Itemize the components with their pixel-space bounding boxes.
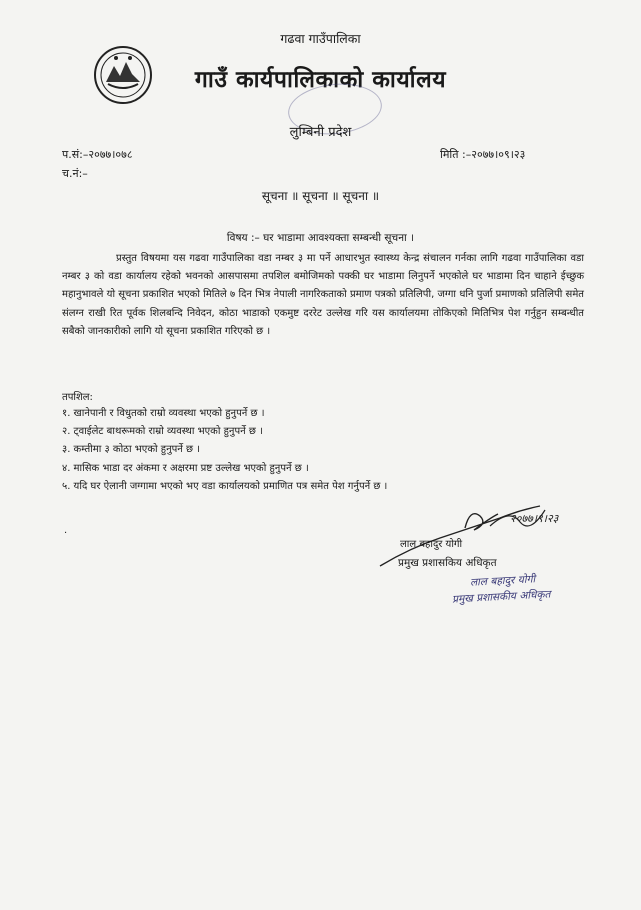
reference-number: प.सं:–२०७७।०७८ bbox=[62, 148, 133, 161]
stamp-name: लाल बहादुर योगी bbox=[469, 573, 536, 589]
dispatch-number: च.नं:– bbox=[62, 167, 88, 180]
details-heading: तपशिल: bbox=[62, 392, 93, 403]
notice-body: प्रस्तुत विषयमा यस गढवा गाउँपालिका वडा नम्बर ३ मा पर्ने आधारभुत स्वास्थ्य केन्द्र संचालन गर्नका लागि गढवा गाउँपालिका वडा नम्बर ३ को वडा कार्यालय रहेको भवनको आसपासमा तपशिल बमोजिमको पक्की घर भाडामा लिनुपर्ने भएकोले घर भाडामा दिन चाहाने ईच्छुक महानुभावले यो सूचना प्रकाशित भएको मितिले ७ दिन भित्र नेपाली नागरिकताको प्रमाण पत्रको प्रतिलिपी, जग्गा धनि पुर्जा प्रमाणको प्रतिलिपी समेत संलग्न राखी रित पूर्वक शिलबन्दि निवेदन, कोठा भाडाको एकमुष्ट दररेट उल्लेख गरि यस कार्यालयमा तोकिएको मितिभित्र पेश गर्नुहुन सम्बन्धीत सबैको जानकारीको लागि यो सूचना प्रकाशित गरिएको छ । bbox=[62, 253, 584, 337]
details-list bbox=[62, 405, 387, 496]
margin-dot: . bbox=[64, 525, 68, 536]
signature-date: २०७७।९।२३ bbox=[510, 512, 559, 525]
office-name: गाउँ कार्यपालिकाको कार्यालय bbox=[194, 67, 447, 93]
notice-subject: विषय :– घर भाडामा आवश्यक्ता सम्बन्धी सूचना । bbox=[226, 232, 415, 244]
list-item: ५. यदि घर ऐलानी जग्गामा भएको भए वडा कार्यालयको प्रमाणित पत्र समेत पेश गर्नुपर्ने छ । bbox=[62, 480, 388, 492]
notice-date: मिति :–२०७७।०९।२३ bbox=[440, 148, 526, 161]
municipality-name: गढवा गाउँपालिका bbox=[280, 31, 361, 46]
list-item: १. खानेपानी र विधुतको राम्रो व्यवस्था भएको हुनुपर्ने छ । bbox=[62, 408, 265, 419]
stamp-title: प्रमुख प्रशासकीय अधिकृत bbox=[451, 588, 551, 606]
list-item: ४. मासिक भाडा दर अंकमा र अक्षरमा प्रष्ट उल्लेख भएको हुनुपर्ने छ । bbox=[62, 462, 309, 474]
signatory-title: प्रमुख प्रशासकिय अधिकृत bbox=[398, 557, 497, 569]
list-item: २. ट्वाईलेट बाथरूमको राम्रो व्यवस्था भएको हुनुपर्ने छ । bbox=[62, 426, 263, 438]
list-item: ३. कम्तीमा ३ कोठा भएको हुनुपर्ने छ । bbox=[62, 444, 201, 456]
signatory-name: लाल बहादुर योगी bbox=[400, 539, 463, 550]
province-name: लुम्बिनी प्रदेश bbox=[289, 125, 352, 140]
notice-heading: सूचना ॥ सूचना ॥ सूचना ॥ bbox=[261, 189, 380, 203]
